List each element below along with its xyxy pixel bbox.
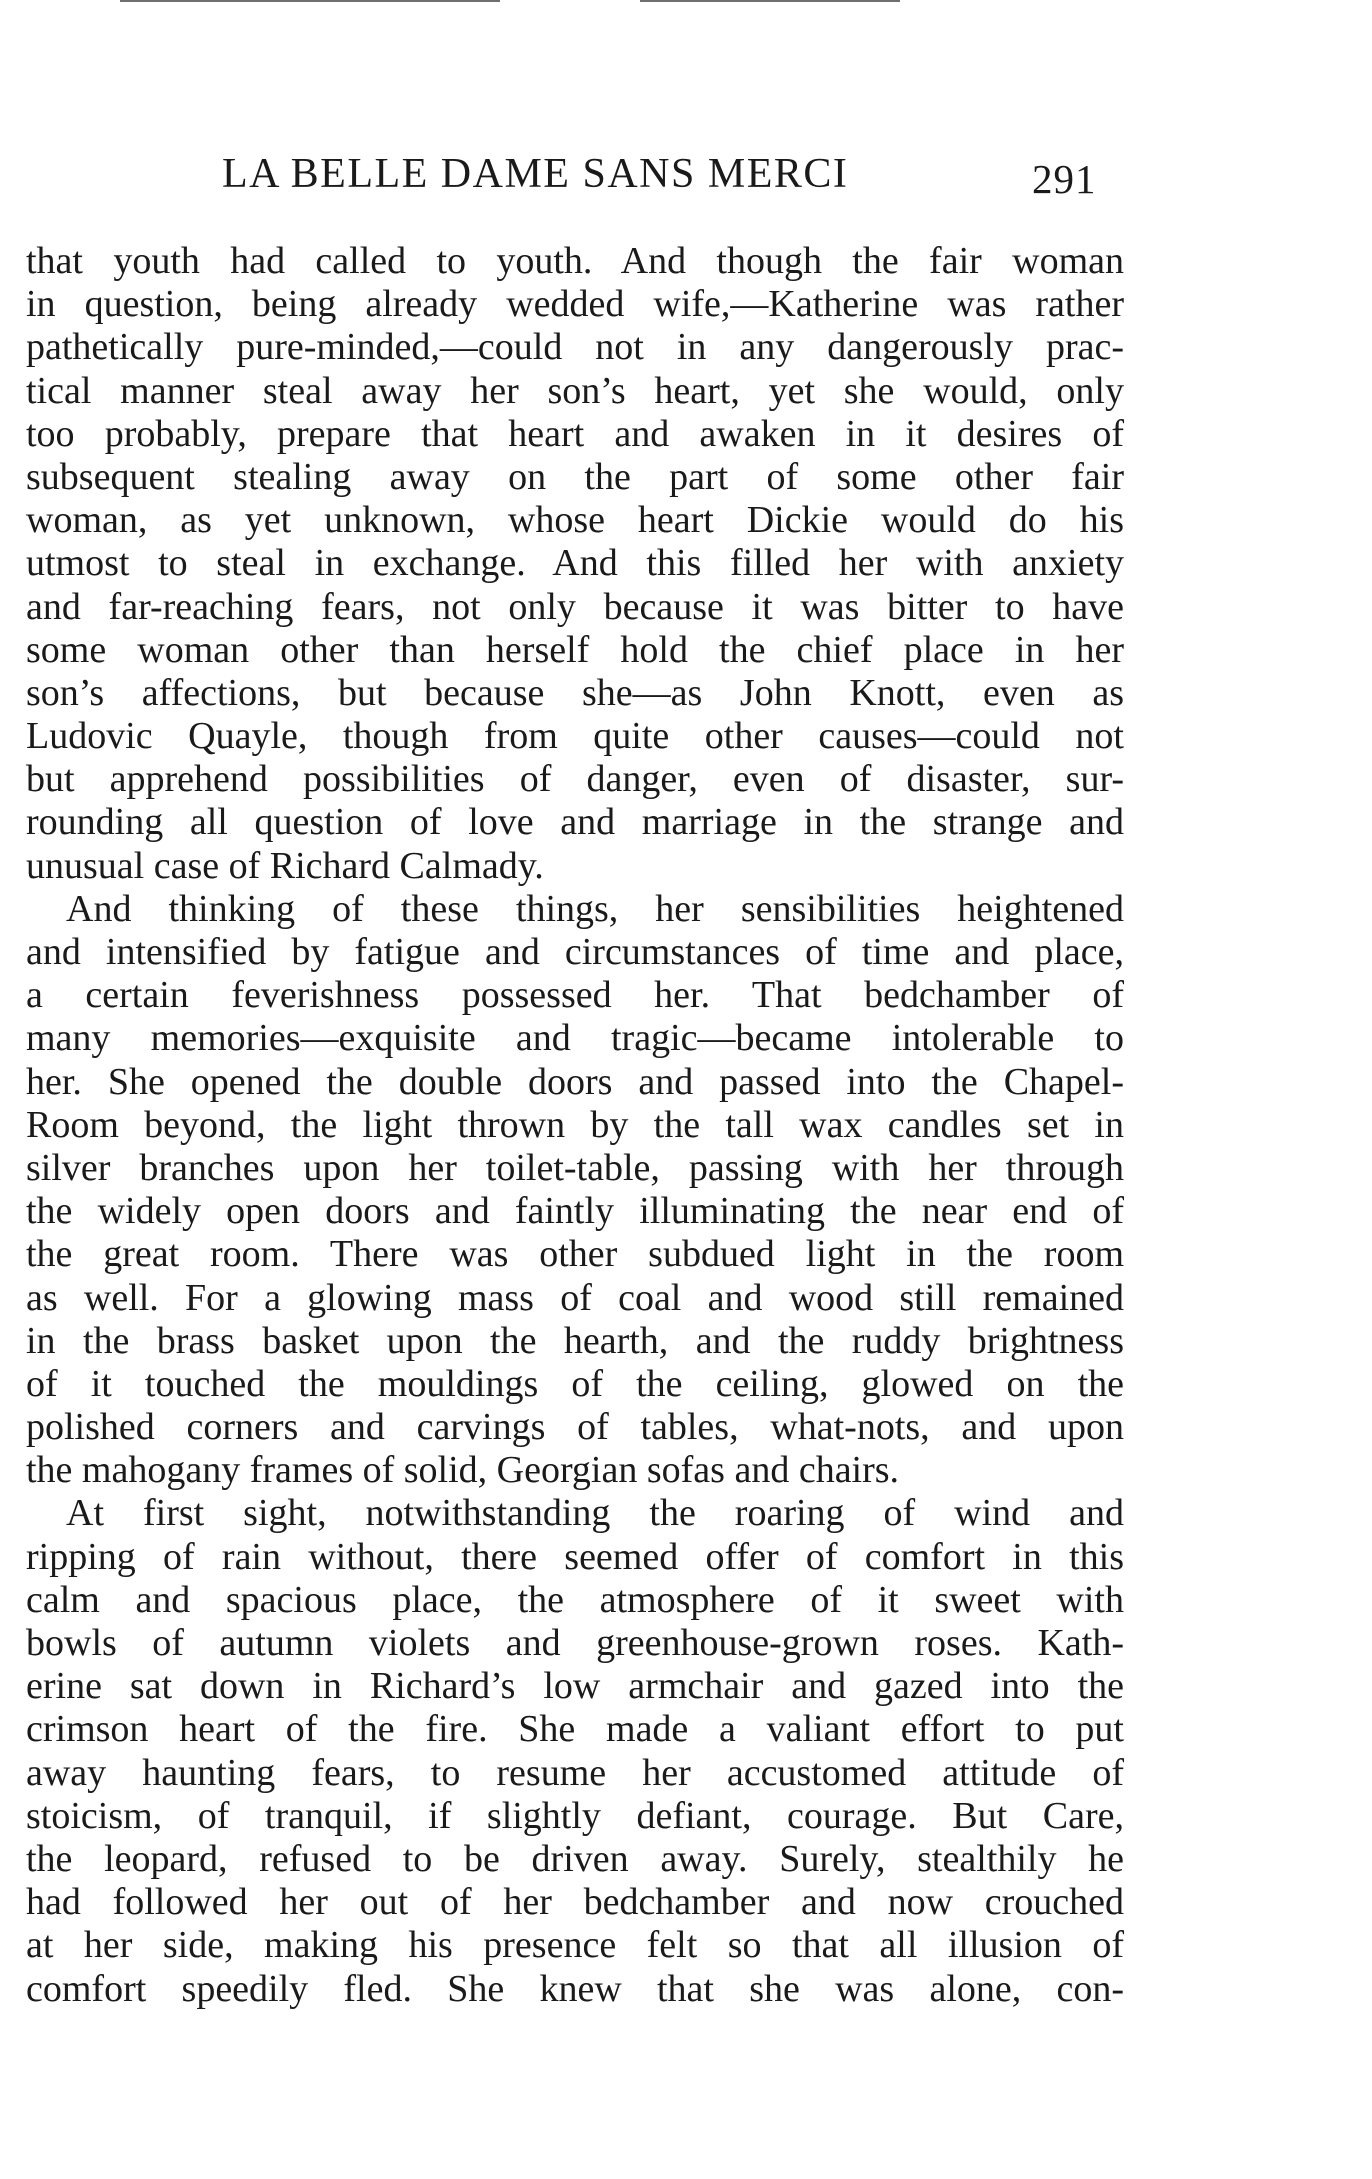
text-line: the widely open doors and faintly illuminating the near end of — [26, 1190, 1124, 1233]
text-line: calm and spacious place, the atmosphere of it sweet with — [26, 1578, 1124, 1621]
text-line: crimson heart of the fire. She made a valiant effort to put — [26, 1708, 1124, 1751]
text-line: and intensified by fatigue and circumstances of time and place, — [26, 931, 1124, 973]
text-line: and far-reaching fears, not only because it was bitter to have — [26, 585, 1124, 628]
text-line: rounding all question of love and marriage in the strange and — [26, 801, 1124, 844]
text-line: polished corners and carvings of tables, what-nots, and upon — [26, 1406, 1124, 1449]
text-line: the mahogany frames of solid, Georgian sofas and chairs. — [26, 1449, 900, 1492]
text-line: utmost to steal in exchange. And this filled her with anxiety — [26, 542, 1124, 585]
body-text — [26, 240, 1124, 2011]
text-line: a certain feverishness possessed her. That bedchamber of — [26, 974, 1124, 1017]
running-head-title: LA BELLE DAME SANS MERCI — [222, 151, 849, 197]
text-line: erine sat down in Richard’s low armchair and gazed into the — [26, 1665, 1124, 1708]
text-line: pathetically pure-minded,—could not in any dangerously prac- — [26, 326, 1124, 369]
text-line: bowls of autumn violets and greenhouse-grown roses. Kath- — [26, 1622, 1124, 1664]
text-line: silver branches upon her toilet-table, passing with her through — [26, 1146, 1124, 1189]
text-line: unusual case of Richard Calmady. — [26, 844, 544, 887]
text-line: woman, as yet unknown, whose heart Dickie would do his — [26, 499, 1124, 542]
text-line: in the brass basket upon the hearth, and the ruddy brightness — [26, 1319, 1124, 1362]
text-line: that youth had called to youth. And though the fair woman — [26, 240, 1124, 282]
text-line: many memories—exquisite and tragic—became intolerable to — [26, 1017, 1124, 1060]
text-line: ripping of rain without, there seemed offer of comfort in this — [26, 1535, 1124, 1578]
text-line: And thinking of these things, her sensibilities heightened — [66, 887, 1124, 930]
text-line: but apprehend possibilities of danger, even of disaster, sur- — [26, 758, 1124, 801]
text-line: as well. For a glowing mass of coal and wood still remained — [26, 1276, 1124, 1319]
text-line: some woman other than herself hold the chief place in her — [26, 628, 1124, 671]
text-line: Ludovic Quayle, though from quite other causes—could not — [26, 715, 1124, 758]
top-rule — [640, 0, 900, 2]
text-line: stoicism, of tranquil, if slightly defiant, courage. But Care, — [26, 1794, 1124, 1837]
text-line: Room beyond, the light thrown by the tall wax candles set in — [26, 1103, 1124, 1146]
text-line: son’s affections, but because she—as John Knott, even as — [26, 671, 1124, 714]
text-line: her. She opened the double doors and passed into the Chapel- — [26, 1060, 1124, 1103]
text-line: in question, being already wedded wife,—Katherine was rather — [26, 283, 1124, 326]
text-line: had followed her out of her bedchamber and now crouched — [26, 1881, 1124, 1924]
text-line: of it touched the mouldings of the ceiling, glowed on the — [26, 1362, 1124, 1405]
text-line: At first sight, notwithstanding the roaring of wind and — [66, 1492, 1124, 1535]
text-line: tical manner steal away her son’s heart, yet she would, only — [26, 369, 1124, 412]
text-line: at her side, making his presence felt so that all illusion of — [26, 1924, 1124, 1967]
text-line: comfort speedily fled. She knew that she was alone, con- — [26, 1967, 1124, 2010]
top-rule — [120, 0, 500, 2]
text-line: the great room. There was other subdued light in the room — [26, 1233, 1124, 1276]
page-number: 291 — [1032, 156, 1097, 202]
text-line: subsequent stealing away on the part of some other fair — [26, 455, 1124, 498]
text-line: too probably, prepare that heart and awaken in it desires of — [26, 412, 1124, 455]
text-line: away haunting fears, to resume her accustomed attitude of — [26, 1751, 1124, 1794]
text-line: the leopard, refused to be driven away. Surely, stealthily he — [26, 1837, 1124, 1880]
